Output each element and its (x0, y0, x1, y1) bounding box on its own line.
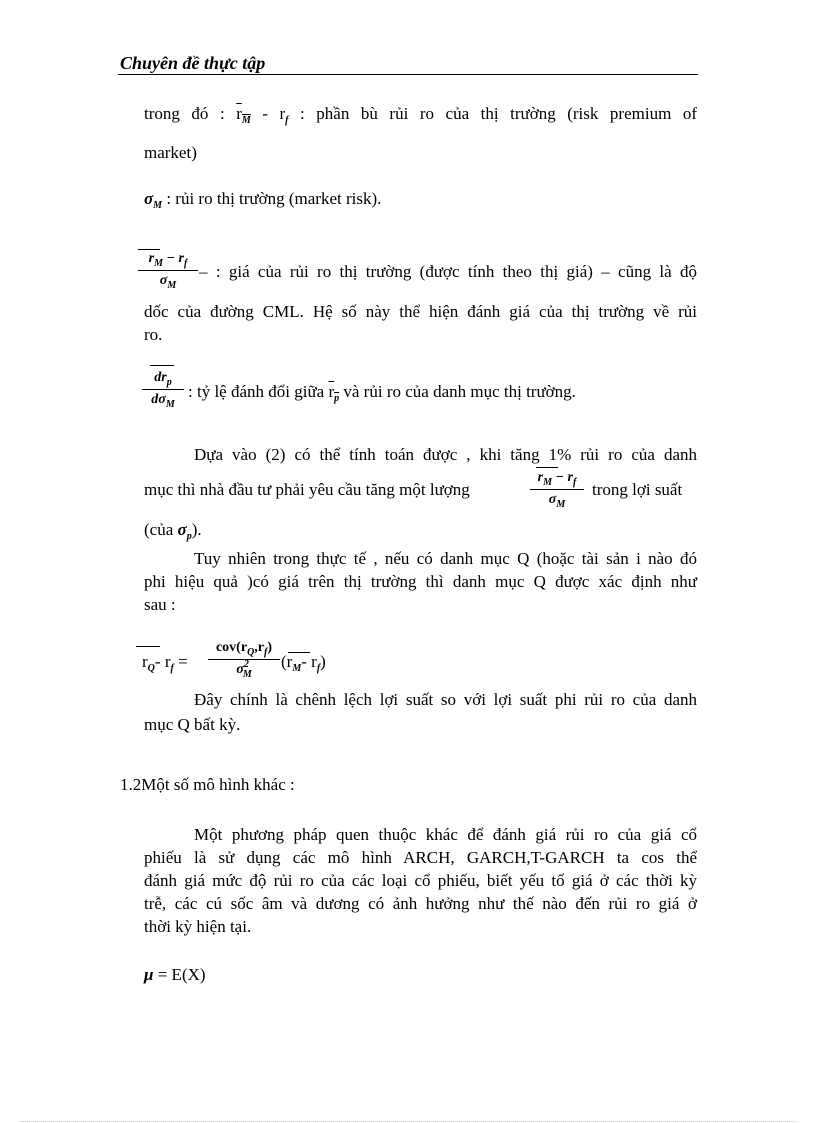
fraction-trade-off: $dr_p$ $d\sigma_M$ (142, 370, 184, 409)
page-header-title: Chuyên đề thực tập (120, 53, 266, 73)
paragraph-risk-increase-line3: (của $\sigma_p$). (144, 520, 202, 542)
paragraph-market-risk: $\sigma_M$ : rủi ro thị trường (market risk). (144, 189, 382, 211)
paragraph-spread-line2: mục Q bất kỳ. (144, 715, 241, 734)
overline-rm (138, 249, 160, 250)
paragraph-arch-line5: thời kỳ hiện tại. (144, 917, 252, 936)
formula-lhs: $r_Q-$ $r_f$ = (142, 652, 188, 674)
fraction-inline-price-of-risk: $\frac{r_M - r_f}{\sigma_M}$ (530, 470, 584, 509)
overline-drp (150, 365, 174, 366)
paragraph-arch-line4: trễ, các cú sốc âm và dương có ảnh hưởng như thế nào đến rủi ro giá ở (144, 894, 697, 913)
paragraph-arch-line2: phiếu là sử dụng các mô hình ARCH, GARCH,T-GARCH ta cos thể (144, 848, 697, 867)
paragraph-spread-line1: Đây chính là chênh lệch lợi suất so với lợi suất phi rủi ro của danh (194, 690, 697, 709)
paragraph-trade-off: : tỷ lệ đánh đổi giữa $r_p$ và rủi ro của danh mục thị trường. (188, 382, 576, 404)
r-bar-symbol: $r_M$ (236, 104, 251, 126)
overline-rq (136, 646, 160, 647)
paragraph-arch-line3: đánh giá mức độ rủi ro của các loại cổ phiếu, biết yếu tố giá ở các thời kỳ (144, 871, 697, 890)
paragraph-arch-line1: Một phương pháp quen thuộc khác để đánh giá rủi ro của giá cổ (194, 825, 697, 844)
paragraph-portfolio-q-line3: sau : (144, 595, 176, 614)
formula-rhs: ($r_M-$ $r_f$) (281, 652, 326, 674)
paragraph-cml-line2: dốc của đường CML. Hệ số này thể hiện đánh giá của thị trường về rủi (144, 302, 697, 321)
paragraph-risk-increase-line2b: trong lợi suất (592, 480, 683, 499)
paragraph-portfolio-q-line2: phi hiệu quả )có giá trên thị trường thì danh mục Q được xác định như (144, 572, 697, 591)
paragraph-risk-premium-line1: trong đó : $r_M - r_f$ : phần bù rủi ro của thị trường (risk premium of (144, 104, 697, 126)
paragraph-cml-line1: – : giá của rủi ro thị trường (được tính theo thị giá) – cũng là độ (199, 262, 697, 281)
paragraph-risk-premium-line2: market) (144, 143, 197, 162)
paragraph-cml-line3: ro. (144, 325, 163, 344)
overline-rm-inline (536, 467, 558, 468)
fraction-market-price-of-risk: $\frac{r_M - r_f}{\sigma_M}$ (138, 251, 198, 290)
paragraph-risk-increase-line2a: mục thì nhà đầu tư phải yêu cầu tăng một lượng (144, 480, 470, 499)
header-rule (118, 74, 698, 75)
formula-fraction-beta: $cov(r_Q,r_f)$ $\sigma^2_M$ (208, 640, 280, 679)
paragraph-portfolio-q-line1: Tuy nhiên trong thực tế , nếu có danh mục Q (hoặc tài sản i nào đó (194, 549, 697, 568)
formula-mu: μ = E(X) (144, 965, 206, 984)
section-heading-other-models: 1.2Một số mô hình khác : (120, 775, 295, 794)
paragraph-risk-increase-line1: Dựa vào (2) có thể tính toán được , khi tăng 1% rủi ro của danh (194, 445, 697, 464)
